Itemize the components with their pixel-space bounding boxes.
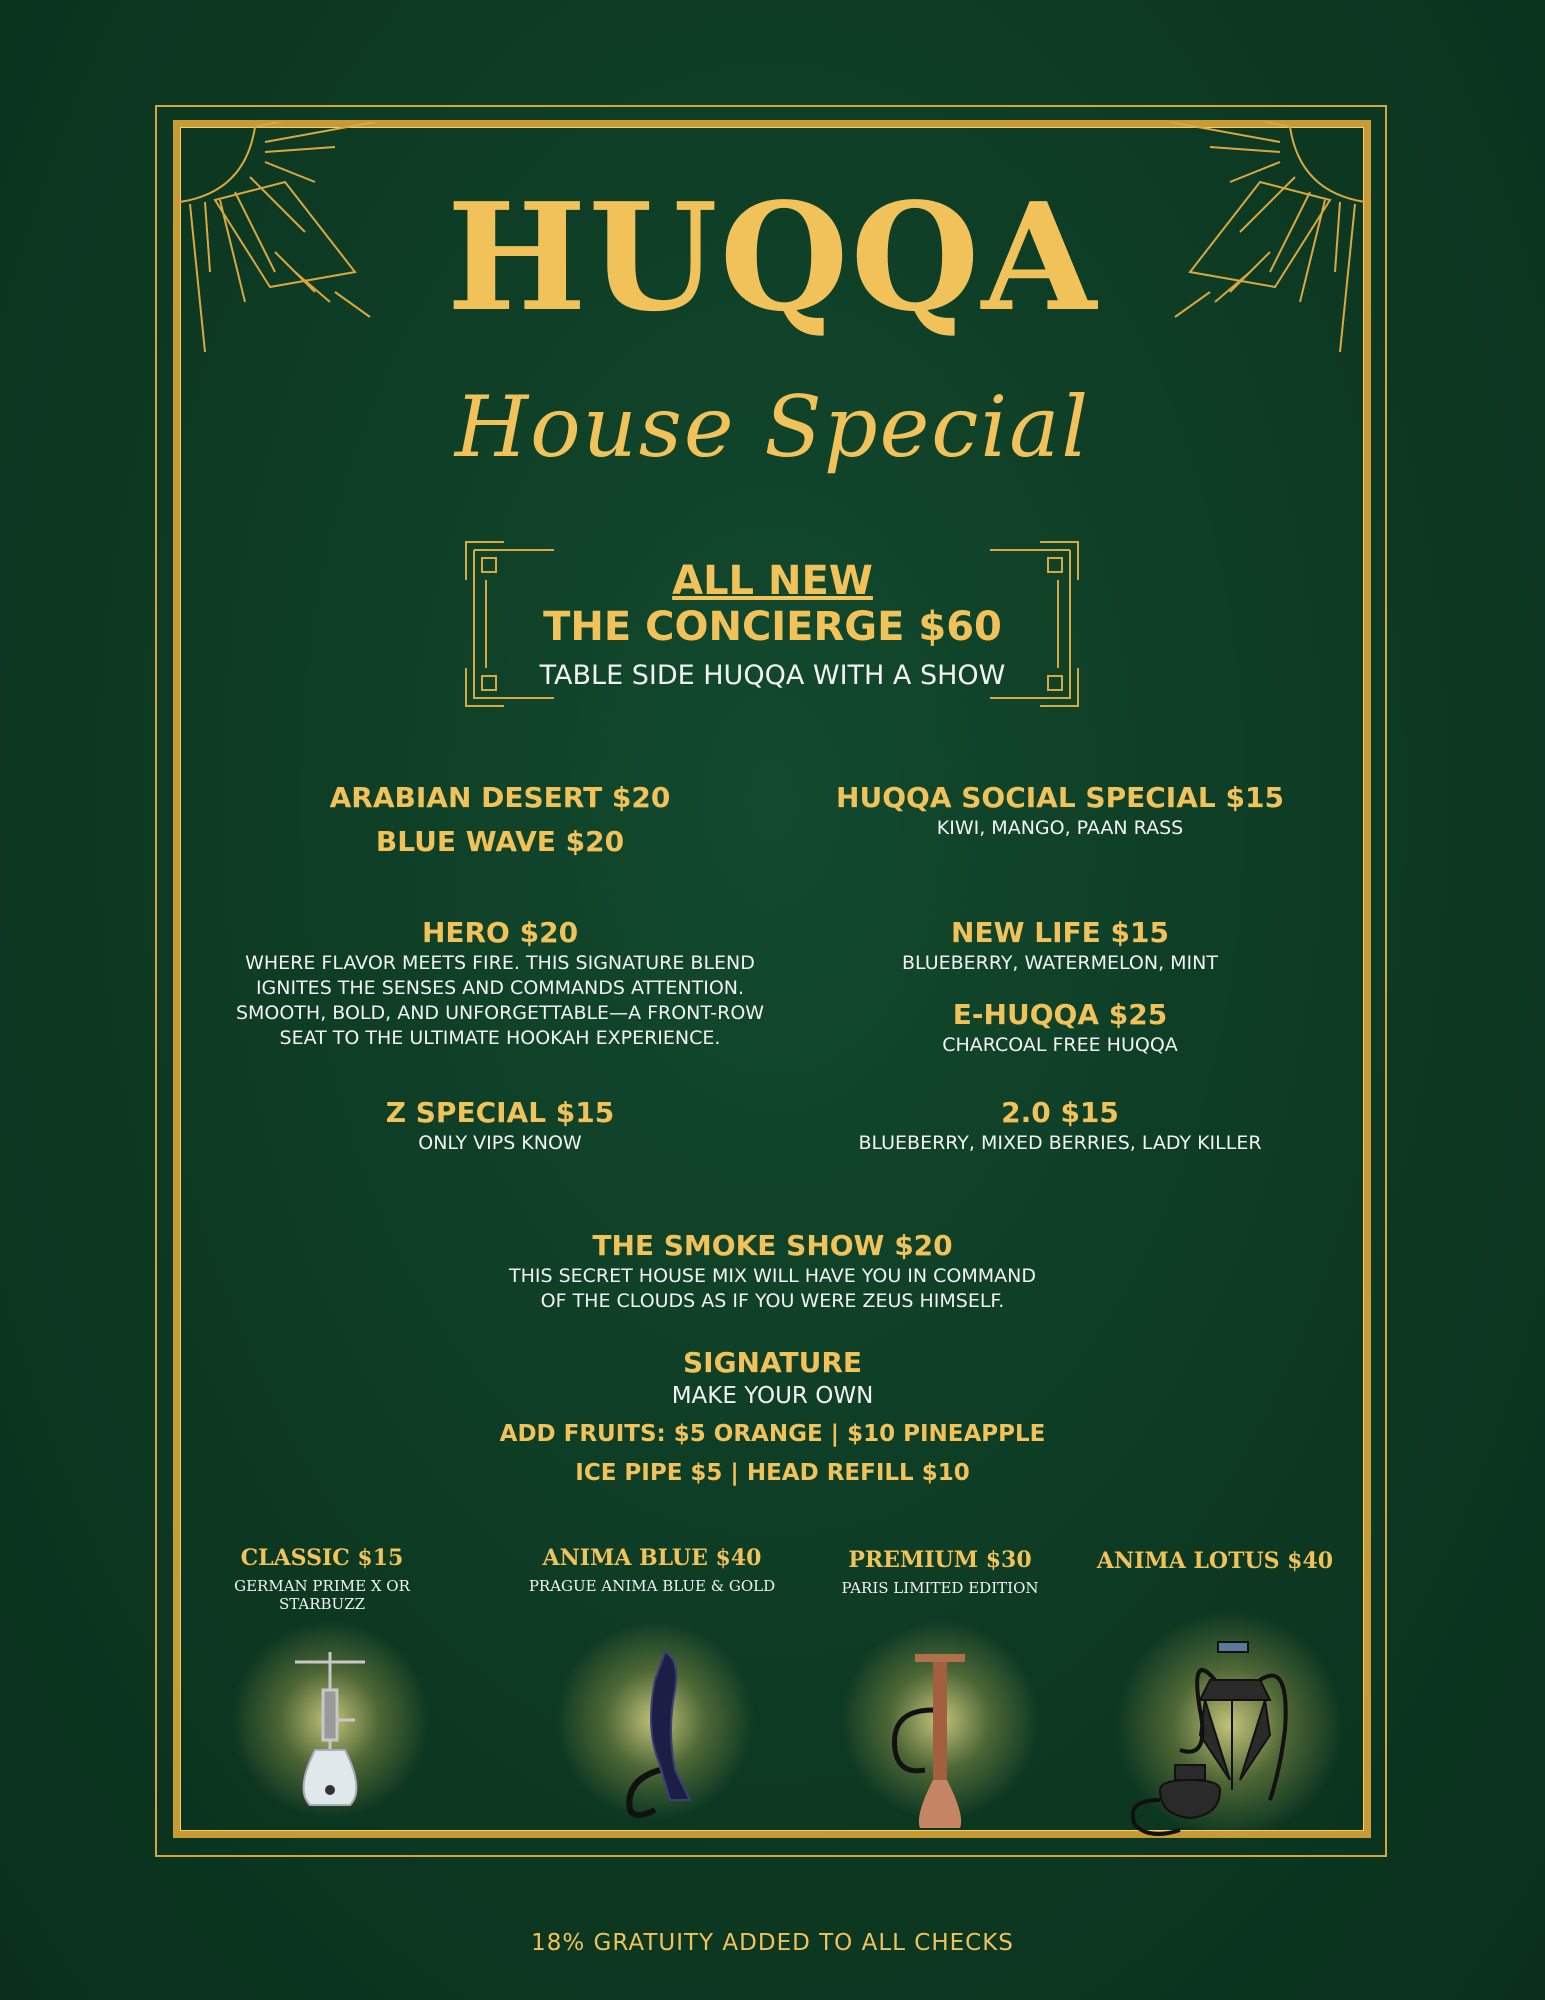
hookah-premium-icon <box>885 1650 995 1830</box>
menu-item-desc: WHERE FLAVOR MEETS FIRE. THIS SIGNATURE BLEND IGNITES THE SENSES AND COMMANDS ATTENTION. SMOOTH, BOLD, AND UNFORGETTABLE—A FRONT-ROW SEAT TO THE ULTIMATE HOOKAH EXPERIENCE. <box>235 952 765 1049</box>
menu-item-name: THE SMOKE SHOW $20 <box>592 1229 953 1262</box>
menu-item-desc: CHARCOAL FREE HUQQA <box>942 1034 1178 1056</box>
featured-tag: ALL NEW <box>672 558 873 604</box>
menu-item-signature <box>0 1345 1545 1411</box>
hookah-classic-icon <box>285 1650 375 1810</box>
menu-item-smoke-show <box>0 1228 1545 1314</box>
hookah-classic-sub: GERMAN PRIME X OR STARBUZZ <box>234 1577 410 1613</box>
addons-fruits: ADD FRUITS: $5 ORANGE | $10 PINEAPPLE <box>499 1421 1046 1447</box>
hookah-premium-name: PREMIUM $30 <box>848 1547 1032 1573</box>
menu-item-desc: MAKE YOUR OWN <box>671 1383 874 1409</box>
hookah-anima-lotus-icon <box>1120 1640 1340 1840</box>
menu-item-name: E-HUQQA $25 <box>952 998 1168 1031</box>
menu-item-name: NEW LIFE $15 <box>951 916 1169 949</box>
menu-item-hero <box>235 915 765 1051</box>
gratuity-note: 18% GRATUITY ADDED TO ALL CHECKS <box>531 1930 1014 1956</box>
menu-item-desc-line1: THIS SECRET HOUSE MIX WILL HAVE YOU IN COMMAND <box>509 1265 1036 1287</box>
hookah-premium-sub: PARIS LIMITED EDITION <box>841 1579 1039 1597</box>
hookah-anima-blue-icon <box>615 1650 705 1820</box>
hookah-anima-blue-sub: PRAGUE ANIMA BLUE & GOLD <box>528 1577 776 1595</box>
menu-item-name: SIGNATURE <box>682 1346 863 1379</box>
menu-item-z-special <box>200 1095 800 1156</box>
hookah-anima-blue-name: ANIMA BLUE $40 <box>542 1545 762 1571</box>
menu-item-name: BLUE WAVE $20 <box>375 825 625 858</box>
featured-item-desc: TABLE SIDE HUQQA WITH A SHOW <box>539 660 1006 691</box>
menu-item-name: HERO $20 <box>421 916 579 949</box>
menu-item-blue-wave <box>200 824 800 860</box>
menu-item-name: ARABIAN DESERT $20 <box>329 781 671 814</box>
menu-item-e-huqqa <box>760 997 1360 1058</box>
hookah-classic-name: CLASSIC $15 <box>240 1545 404 1571</box>
menu-item-desc: KIWI, MANGO, PAAN RASS <box>936 817 1184 839</box>
menu-item-desc: ONLY VIPS KNOW <box>418 1132 582 1154</box>
addons-extras: ICE PIPE $5 | HEAD REFILL $10 <box>575 1460 970 1486</box>
menu-item-name: 2.0 $15 <box>1001 1096 1119 1129</box>
brand-title: HUQQA <box>446 170 1099 344</box>
featured-item-name: THE CONCIERGE $60 <box>543 604 1002 650</box>
menu-item-name: HUQQA SOCIAL SPECIAL $15 <box>836 781 1284 814</box>
menu-item-arabian-desert <box>200 780 800 816</box>
menu-item-social-special <box>760 780 1360 841</box>
menu-item-new-life <box>760 915 1360 976</box>
menu-item-desc: BLUEBERRY, WATERMELON, MINT <box>902 952 1218 974</box>
menu-item-desc-line2: OF THE CLOUDS AS IF YOU WERE ZEUS HIMSELF. <box>540 1290 1005 1312</box>
menu-item-name: Z SPECIAL $15 <box>385 1096 615 1129</box>
menu-item-2-0 <box>760 1095 1360 1156</box>
section-subtitle: House Special <box>454 378 1091 476</box>
menu-item-desc: BLUEBERRY, MIXED BERRIES, LADY KILLER <box>858 1132 1262 1154</box>
hookah-anima-lotus-name: ANIMA LOTUS $40 <box>1096 1548 1334 1574</box>
